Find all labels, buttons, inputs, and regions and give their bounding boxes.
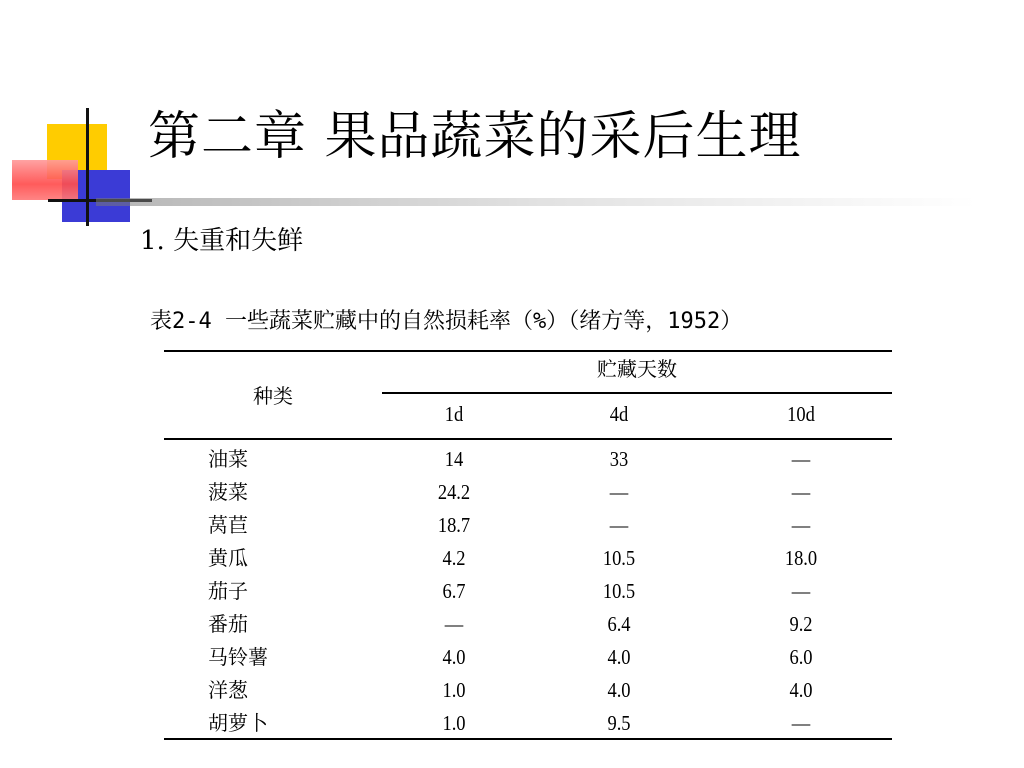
- row-value-4d: 6.4: [607, 612, 631, 636]
- row-value-4d: 10.5: [602, 579, 636, 603]
- row-value-1d: 14: [444, 447, 464, 471]
- row-value-4d: 4.0: [607, 678, 631, 702]
- row-value-1d: 4.2: [442, 546, 466, 570]
- table-top-rule: [164, 350, 892, 352]
- section-text: 失重和失鲜: [173, 226, 304, 256]
- slide-title: 第二章 果品蔬菜的采后生理: [148, 107, 802, 167]
- row-value-4d: 4.0: [607, 645, 631, 669]
- row-name: 莴苣: [208, 513, 248, 537]
- table-caption: 表2-4 一些蔬菜贮藏中的自然损耗率（%）（绪方等，1952）: [150, 309, 743, 334]
- section-number: 1.: [140, 226, 165, 256]
- row-name: 番茄: [208, 612, 248, 636]
- table-group-rule: [382, 392, 892, 394]
- row-value-4d: —: [609, 513, 629, 537]
- row-value-10d: 9.2: [789, 612, 813, 636]
- row-value-10d: 6.0: [789, 645, 813, 669]
- header-storage-days: 贮藏天数: [597, 357, 677, 381]
- row-name: 黄瓜: [208, 546, 248, 570]
- row-value-1d: —: [444, 612, 464, 636]
- header-col-4d: 4d: [609, 402, 629, 426]
- row-value-1d: 6.7: [442, 579, 466, 603]
- header-col-10d: 10d: [787, 402, 815, 426]
- title-underline-gradient: [96, 198, 976, 206]
- row-name: 洋葱: [208, 678, 248, 702]
- table-header-rule: [164, 438, 892, 440]
- section-heading: [140, 223, 303, 259]
- row-value-1d: 1.0: [442, 678, 466, 702]
- row-value-4d: —: [609, 480, 629, 504]
- row-value-4d: 33: [609, 447, 629, 471]
- row-value-10d: —: [791, 447, 811, 471]
- row-value-1d: 4.0: [442, 645, 466, 669]
- header-col-1d: 1d: [444, 402, 464, 426]
- table-bottom-rule: [164, 738, 892, 740]
- decor-red-square: [12, 160, 78, 200]
- row-value-4d: 9.5: [607, 711, 631, 735]
- row-value-10d: —: [791, 513, 811, 537]
- row-value-1d: 24.2: [437, 480, 471, 504]
- row-name: 菠菜: [208, 480, 248, 504]
- row-value-10d: 4.0: [789, 678, 813, 702]
- row-name: 胡萝卜: [208, 711, 268, 735]
- row-value-10d: 18.0: [784, 546, 818, 570]
- row-name: 油菜: [208, 447, 248, 471]
- row-value-10d: —: [791, 579, 811, 603]
- row-value-1d: 1.0: [442, 711, 466, 735]
- row-value-10d: —: [791, 480, 811, 504]
- header-kind: 种类: [253, 384, 293, 408]
- row-value-1d: 18.7: [437, 513, 471, 537]
- row-name: 茄子: [208, 579, 248, 603]
- row-value-4d: 10.5: [602, 546, 636, 570]
- decor-vertical-line: [86, 108, 89, 226]
- row-name: 马铃薯: [208, 645, 268, 669]
- row-value-10d: —: [791, 711, 811, 735]
